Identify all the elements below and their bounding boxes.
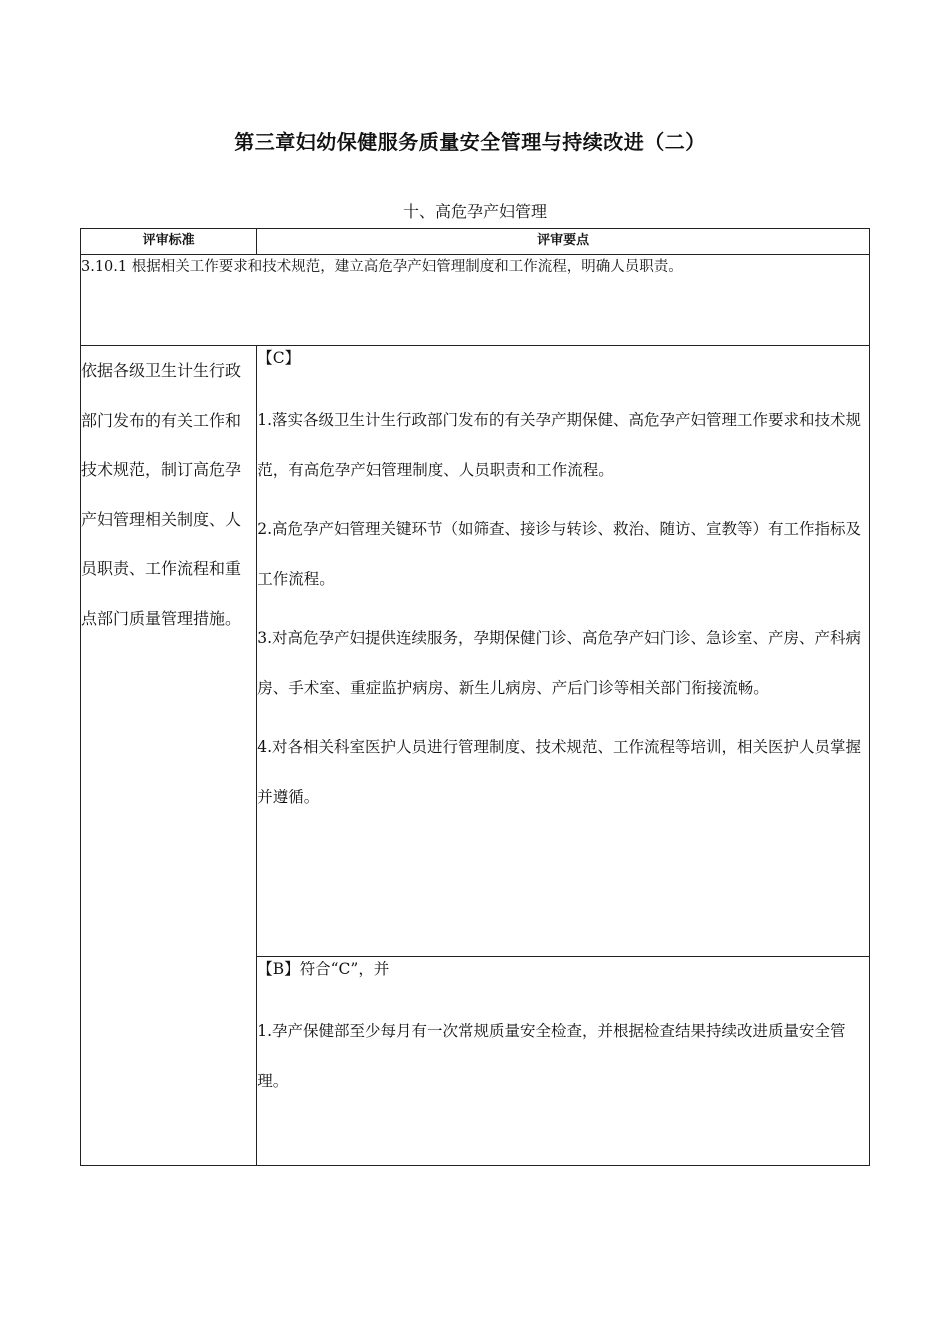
clause-text: 3.10.1 根据相关工作要求和技术规范，建立高危孕产妇管理制度和工作流程，明确人员职责。 [81,255,870,346]
level-c-cell [257,346,870,957]
level-c-label: 【C】 [257,349,301,367]
header-standard: 评审标准 [81,229,257,255]
standard-cell [81,346,257,1166]
level-c-item-2: 2.高危孕产妇管理关键环节（如筛查、接诊与转诊、救治、随访、宣教等）有工作指标及工作流程。 [257,520,862,588]
level-c-row [81,346,870,957]
level-c-item-4: 4.对各相关科室医护人员进行管理制度、技术规范、工作流程等培训，相关医护人员掌握并遵循。 [257,738,862,806]
level-c-item-3: 3.对高危孕产妇提供连续服务，孕期保健门诊、高危孕产妇门诊、急诊室、产房、产科病房、手术室、重症监护病房、新生儿病房、产后门诊等相关部门衔接流畅。 [257,629,862,697]
level-b-label: 【B】符合“C”，并 [257,960,390,978]
level-b-cell [257,957,870,1166]
standard-text: 依据各级卫生计生行政部门发布的有关工作和技术规范，制订高危孕产妇管理相关制度、人员职责、工作流程和重点部门质量管理措施。 [81,361,242,628]
header-key-points: 评审要点 [257,229,870,255]
clause-row [81,255,870,346]
level-c-item-1: 1.落实各级卫生计生行政部门发布的有关孕产期保健、高危孕产妇管理工作要求和技术规范，有高危孕产妇管理制度、人员职责和工作流程。 [257,411,862,479]
review-table [80,228,870,1166]
section-title: 十、高危孕产妇管理 [402,202,547,221]
level-b-item-1: 1.孕产保健部至少每月有一次常规质量安全检查，并根据检查结果持续改进质量安全管理。 [257,1022,846,1090]
table-header-row [81,229,870,255]
document-title: 第三章妇幼保健服务质量安全管理与持续改进（二） [234,130,706,154]
